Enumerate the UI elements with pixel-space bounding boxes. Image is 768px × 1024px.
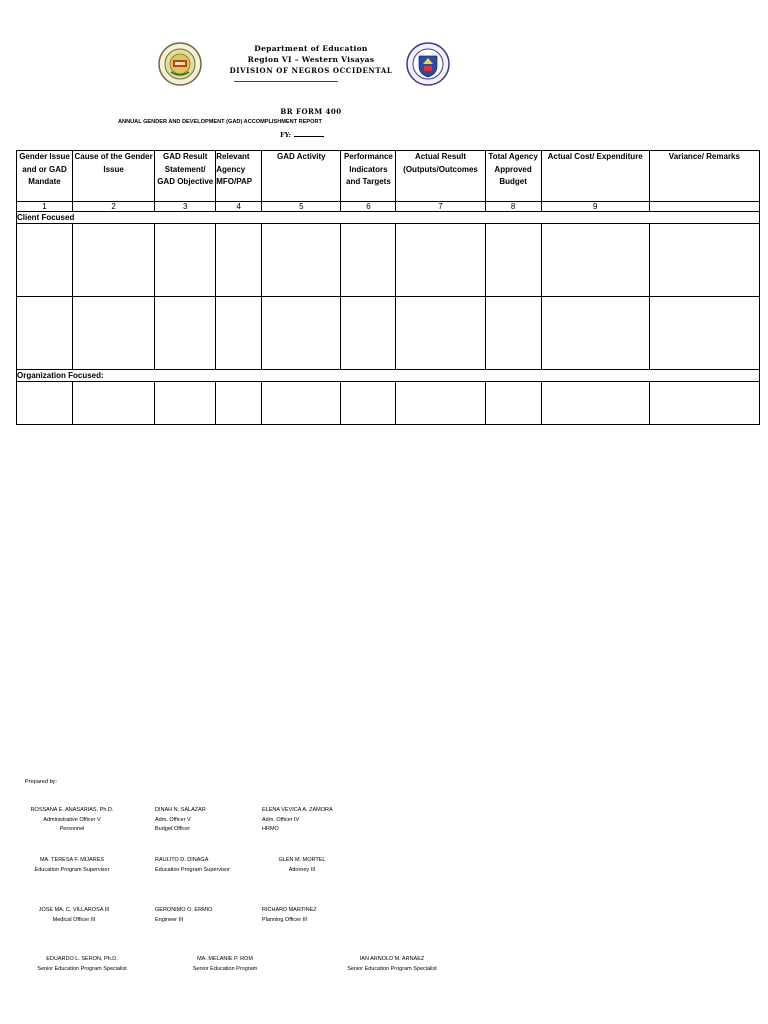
- column-number: 5: [262, 202, 341, 212]
- signatory-title: HRMO: [262, 826, 279, 832]
- signatory-title: Planning Officer III: [262, 916, 308, 923]
- table-cell[interactable]: [216, 297, 262, 370]
- signatory: [155, 906, 255, 925]
- section-label-organization: Organization Focused:: [17, 370, 760, 382]
- column-number: 3: [155, 202, 216, 212]
- table-cell[interactable]: [73, 382, 155, 425]
- signatory-name: GERONIMO O. ERMIO: [155, 907, 213, 913]
- signatory-title: Engineer III: [155, 916, 184, 923]
- table-cell[interactable]: [649, 297, 759, 370]
- signatory-title: Education Program Supervisor: [155, 866, 230, 873]
- signatory: [262, 906, 362, 925]
- table-cell[interactable]: [485, 297, 541, 370]
- table-cell[interactable]: [216, 224, 262, 297]
- signatory-name: MA. MELANIE P. ROM: [197, 956, 253, 962]
- signatory: [155, 856, 265, 875]
- table-cell[interactable]: [73, 224, 155, 297]
- header-cell: GAD Result Statement/ GAD Objective: [155, 151, 216, 202]
- header-region: Region VI – Western Visayas: [247, 55, 375, 64]
- table-cell[interactable]: [155, 297, 216, 370]
- signatory: [330, 955, 454, 974]
- signatory-title: Medical Officer III: [52, 916, 96, 923]
- table-cell[interactable]: [17, 224, 73, 297]
- table-cell[interactable]: [396, 297, 485, 370]
- table-cell[interactable]: [485, 224, 541, 297]
- form-number: BR FORM 400: [280, 107, 342, 116]
- signatory-name: ROSSANA E. ANASARIAS, Ph.D.: [30, 807, 114, 813]
- table-cell[interactable]: [341, 382, 396, 425]
- table-cell[interactable]: [485, 382, 541, 425]
- table-cell[interactable]: [73, 297, 155, 370]
- signatory-title: Budget Officer: [155, 826, 191, 832]
- column-number: 6: [341, 202, 396, 212]
- table-cell[interactable]: [216, 382, 262, 425]
- table-row: [17, 382, 760, 425]
- table-cell[interactable]: [341, 224, 396, 297]
- signatory: [20, 955, 144, 974]
- signatory-title: Attorney III: [288, 866, 316, 873]
- table-cell[interactable]: [341, 297, 396, 370]
- column-number: 4: [216, 202, 262, 212]
- signatory: [178, 955, 272, 974]
- table-cell[interactable]: [649, 224, 759, 297]
- signatory: [22, 856, 122, 875]
- signatory-name: MA. TERESA F. MIJARES: [39, 857, 105, 863]
- table-row: [17, 297, 760, 370]
- column-number: 2: [73, 202, 155, 212]
- table-cell[interactable]: [396, 224, 485, 297]
- signatory-name: EDUARDO L. SERON, Ph.D.: [46, 956, 118, 962]
- signatory-name: DINAH N. SALAZAR: [155, 807, 206, 813]
- table-cell[interactable]: [541, 297, 649, 370]
- header-cell: Actual Result (Outputs/Outcomes: [396, 151, 485, 202]
- section-row-organization: [17, 370, 760, 382]
- table-cell[interactable]: [541, 382, 649, 425]
- signatory: [266, 856, 338, 875]
- table-cell[interactable]: [262, 297, 341, 370]
- signatory-name: RICHARD MARTINEZ: [262, 907, 317, 913]
- header-cell: Total Agency Approved Budget: [485, 151, 541, 202]
- table-cell[interactable]: [155, 382, 216, 425]
- signatory-name: ELENA VEVICA A. ZAMORA: [262, 807, 333, 813]
- column-number: 1: [17, 202, 73, 212]
- column-number: 9: [541, 202, 649, 212]
- signatory-title: Administrative Officer V: [43, 816, 101, 823]
- column-number-row: [17, 202, 760, 212]
- table-cell[interactable]: [541, 224, 649, 297]
- table-cell[interactable]: [155, 224, 216, 297]
- header-cell: Relevant Agency MFO/PAP: [216, 151, 262, 202]
- signatory: [24, 806, 120, 835]
- column-number: 8: [485, 202, 541, 212]
- signatory-title: Personnel: [59, 826, 85, 832]
- signatory-title: Education Program Supervisor: [34, 866, 110, 873]
- header-cell: Performance Indicators and Targets: [341, 151, 396, 202]
- column-number: [649, 202, 759, 212]
- table-cell[interactable]: [17, 297, 73, 370]
- section-label-client: Client Focused: [17, 212, 760, 224]
- table-cell[interactable]: [17, 382, 73, 425]
- signatory-name: GLEN M. MORTEL: [278, 857, 326, 863]
- form-title: ANNUAL GENDER AND DEVELOPMENT (GAD) ACCOMPLISHMENT REPORT: [118, 119, 322, 125]
- header-cell: Actual Cost/ Expenditure: [541, 151, 649, 202]
- header-cell: Variance/ Remarks: [649, 151, 759, 202]
- table-cell[interactable]: [262, 224, 341, 297]
- signatory: [155, 806, 245, 835]
- signatory-title: Adm. Officer V: [155, 816, 191, 823]
- signatory-title: Senior Education Program Specialist: [347, 965, 437, 972]
- header-divider: [234, 81, 338, 82]
- signatory: [262, 806, 362, 835]
- header-row: [17, 151, 760, 202]
- signatory-name: IAN ARNOLD M. ARNAEZ: [359, 956, 425, 962]
- header-cell: Cause of the Gender Issue: [73, 151, 155, 202]
- signatory-title: Adm. Officer IV: [262, 816, 300, 823]
- signatory-name: RAULITO D. DINAGA: [155, 857, 209, 863]
- column-number: 7: [396, 202, 485, 212]
- signatory-title: Senior Education Program: [192, 965, 258, 972]
- prepared-by-label: Prepared by:: [25, 779, 58, 785]
- header-cell: Gender Issue and or GAD Mandate: [17, 151, 73, 202]
- section-row-client: [17, 212, 760, 224]
- fiscal-year-field[interactable]: [280, 131, 324, 139]
- gad-report-table: [16, 150, 760, 425]
- signatory-title: Senior Education Program Specialist: [37, 965, 127, 972]
- table-row: [17, 224, 760, 297]
- fy-blank[interactable]: [294, 132, 324, 137]
- table-cell[interactable]: [649, 382, 759, 425]
- signatory: [26, 906, 122, 925]
- fy-label: FY:: [280, 131, 291, 139]
- header-cell: GAD Activity: [262, 151, 341, 202]
- table-cell[interactable]: [396, 382, 485, 425]
- table-cell[interactable]: [262, 382, 341, 425]
- header-department: Department of Education: [254, 44, 368, 53]
- header-division: DIVISION OF NEGROS OCCIDENTAL: [229, 66, 393, 75]
- signatory-name: JOSE MA. C. VILLAROSA III: [38, 907, 110, 913]
